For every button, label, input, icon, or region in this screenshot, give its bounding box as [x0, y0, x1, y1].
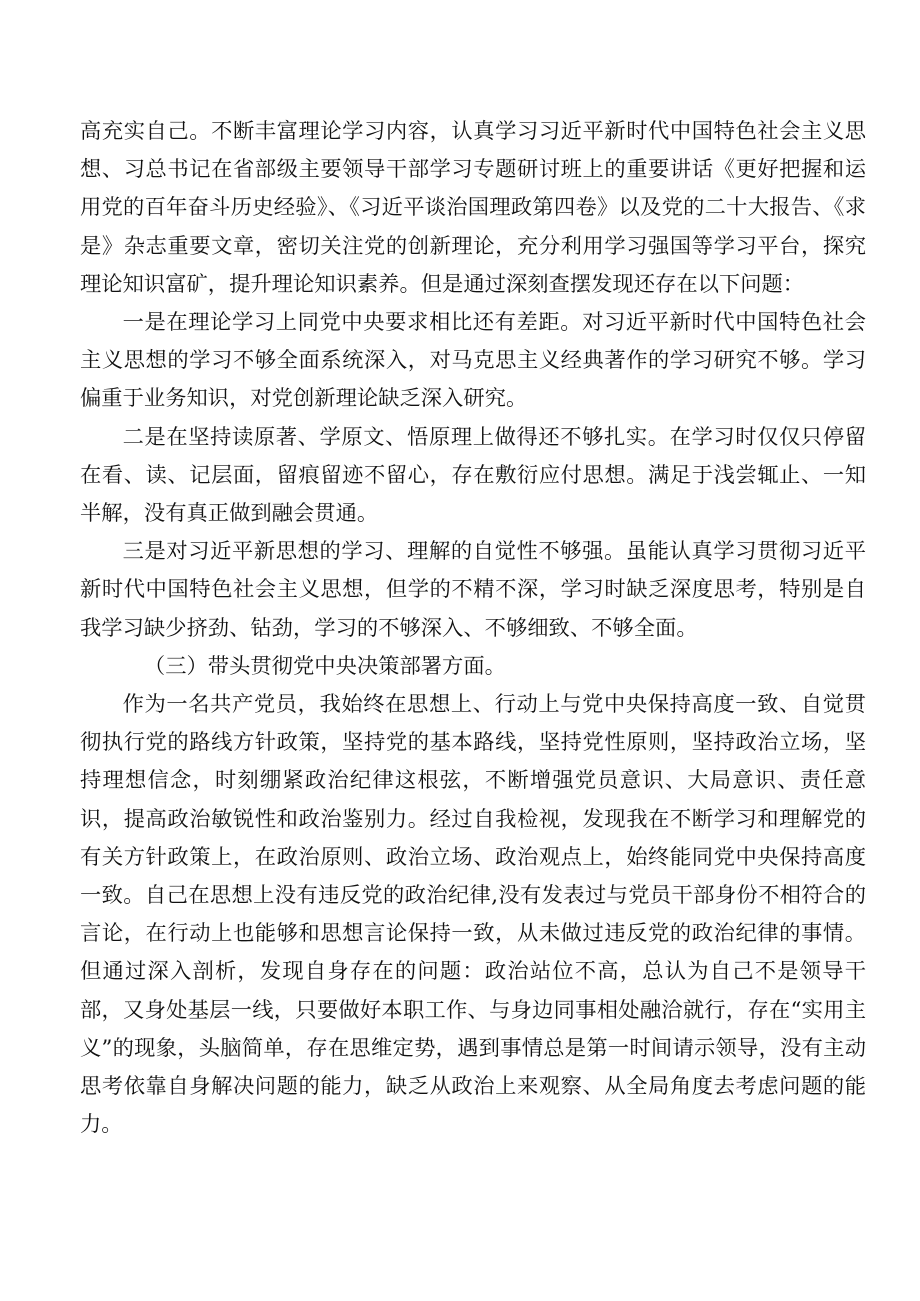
document-page — [80, 113, 866, 1144]
paragraph-problem-two: 二是在坚持读原著、学原文、悟原理上做得还不够扎实。在学习时仅仅只停留在看、读、记层面，留痕留迹不留心，存在敷衍应付思想。满足于浅尝辄止、一知半解，没有真正做到融会贯通。 — [80, 424, 866, 527]
paragraph-problem-three: 三是对习近平新思想的学习、理解的自觉性不够强。虽能认真学习贯彻习近平新时代中国特色社会主义思想，但学的不精不深，学习时缺乏深度思考，特别是自我学习缺少挤劲、钻劲，学习的不够深入、不够细致、不够全面。 — [80, 539, 866, 641]
paragraph-body: 作为一名共产党员，我始终在思想上、行动上与党中央保持高度一致、自觉贯彻执行党的路线方针政策，坚持党的基本路线，坚持党性原则，坚持政治立场，坚持理想信念，时刻绷紧政治纪律这根弦，不断增强党员意识、大局意识、责任意识，提高政治敏锐性和政治鉴别力。经过自我检视，发现我在不断学习和理解党的有关方针政策上，在政治原则、政治立场、政治观点上，始终能同党中央保持高度一致。自己在思想上没有违反党的政治纪律,没有发表过与党员干部身份不相符合的言论，在行动上也能够和思想言论保持一致，从未做过违反党的政治纪律的事情。但通过深入剖析，发现自身存在的问题：政治站位不高，总认为自己不是领导干部，又身处基层一线，只要做好本职工作、与身边同事相处融洽就行，存在“实用主义”的现象，头脑简单，存在思维定势，遇到事情总是第一时间请示领导，没有主动思考依靠自身解决问题的能力，缺乏从政治上来观察、从全局角度去考虑问题的能力。 — [80, 692, 866, 1138]
paragraph-continuation: 高充实自己。不断丰富理论学习内容，认真学习习近平新时代中国特色社会主义思想、习总书记在省部级主要领导干部学习专题研讨班上的重要讲话《更好把握和运用党的百年奋斗历史经验》、《习近平谈治国理政第四卷》以及党的二十大报告、《求是》杂志重要文章，密切关注党的创新理论，充分利用学习强国等学习平台，探究理论知识富矿，提升理论知识素养。但是通过深刻查摆发现还存在以下问题： — [80, 119, 866, 297]
paragraph-problem-one: 一是在理论学习上同党中央要求相比还有差距。对习近平新时代中国特色社会主义思想的学习不够全面系统深入，对马克思主义经典著作的学习研究不够。学习偏重于业务知识，对党创新理论缺乏深入研究。 — [80, 310, 866, 412]
section-heading: （三）带头贯彻党中央决策部署方面。 — [143, 653, 506, 679]
